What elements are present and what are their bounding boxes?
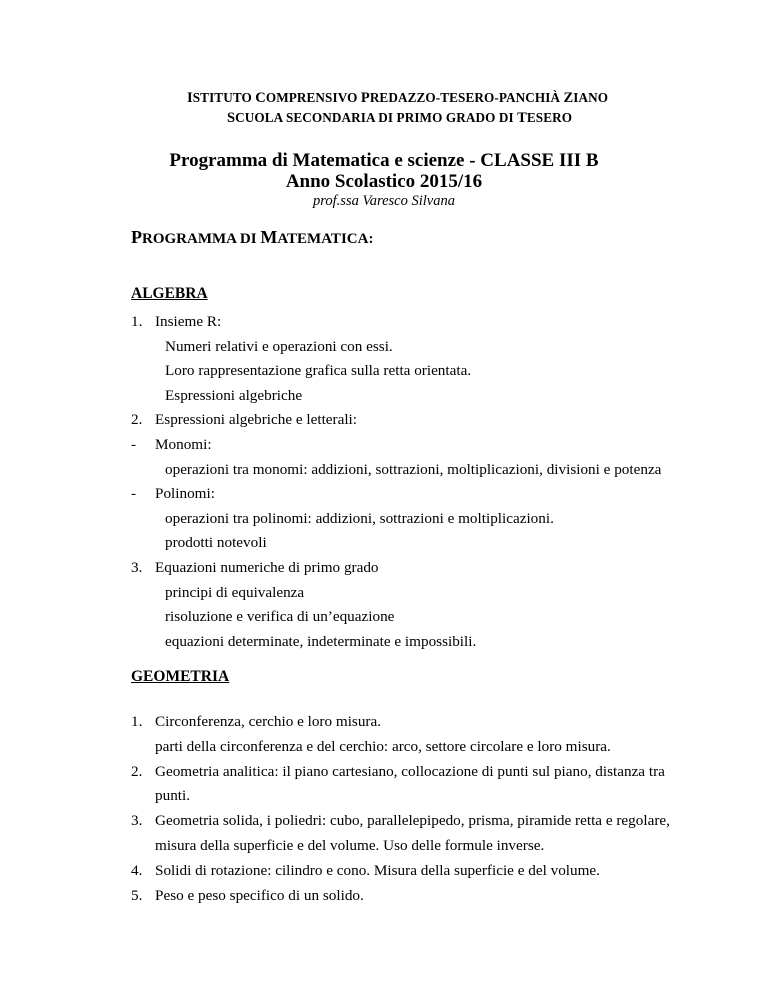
sc-word [517,110,572,125]
list-item-text: Espressioni algebriche e letterali: [155,411,357,429]
list-subitem: operazioni tra polinomi: addizioni, sottrazioni e moltiplicazioni. [165,509,554,527]
list-number: 1. [131,313,143,330]
list-number: 1. [131,713,143,730]
sc-cap: T [517,110,527,126]
sc-cap: Z [563,90,574,106]
list-bullet: - [131,436,137,453]
sc-cap: I [187,90,193,106]
page-title: Programma di Matematica e scienze - CLASSE III B [169,150,599,171]
list-subitem: risoluzione e verifica di un’equazione [165,608,395,626]
sc-rest: OMPRENSIVO [265,90,358,105]
sc-cap: S [227,110,236,126]
list-bullet: - [131,485,137,503]
sc-word [255,90,357,105]
list-item-text: Polinomi: [155,485,215,503]
list-item-continuation: parti della circonferenza e del cerchio: arco, settore circolare e loro misura. [155,737,611,755]
list-subitem: operazioni tra monomi: addizioni, sottrazioni, moltiplicazioni, divisioni e potenza [165,460,662,478]
section-title-cap: P [131,227,142,247]
list-item-text: Solidi di rotazione: cilindro e cono. Misura della superficie e del volume. [155,861,600,879]
section-title: PROGRAMMA DI MATEMATICA: [131,227,374,247]
list-number: 2. [131,411,143,429]
list-number: 5. [131,886,143,904]
sc-word [227,110,514,125]
school-year: Anno Scolastico 2015/16 [285,171,483,192]
list-subitem: prodotti notevoli [165,534,267,552]
sc-rest: REDAZZO-TESERO-PANCHIÀ [369,90,561,105]
list-number: 4. [131,861,143,879]
teacher-name: prof.ssa Varesco Silvana [313,193,455,209]
list-subitem: Espressioni algebriche [165,386,303,404]
list-item-text: Geometria solida, i poliedri: cubo, parallelepipedo, prisma, piramide retta e regolare, [155,812,670,830]
list-number: 2. [131,762,143,780]
sc-rest: CUOLA SECONDARIA DI PRIMO GRADO DI [235,110,514,125]
school-name-line2 [227,110,572,127]
sc-rest: STITUTO [192,90,252,105]
sc-cap: P [360,90,370,106]
list-subitem: Loro rappresentazione grafica sulla retta orientata. [165,362,472,380]
sc-word [187,90,252,105]
sc-rest: ESERO [526,110,573,125]
section-title-cap: M [260,227,278,247]
list-number: 3. [131,812,143,830]
list-item-text: Equazioni numeriche di primo grado [155,559,379,576]
list-item-continuation: punti. [155,787,191,805]
list-subitem: equazioni determinate, indeterminate e impossibili. [165,632,477,650]
sc-word [563,90,608,105]
list-subitem: principi di equivalenza [165,583,305,601]
list-item-text: Insieme R: [155,313,222,330]
school-name-line1 [187,90,608,107]
sc-rest: IANO [573,90,609,105]
list-item-text: Peso e peso specifico di un solido. [155,886,364,904]
list-number: 3. [131,559,143,576]
list-item-text: Geometria analitica: il piano cartesiano, collocazione di punti sul piano, distanza tra [155,762,665,780]
algebra-heading: ALGEBRA [131,285,208,302]
geometria-heading: GEOMETRIA [131,668,230,685]
sc-cap: C [255,90,266,106]
list-subitem: Numeri relativi e operazioni con essi. [165,337,393,355]
list-item-text: Circonferenza, cerchio e loro misura. [155,713,382,730]
sc-word [361,90,560,105]
list-item-continuation: misura della superficie e del volume. Uso delle formule inverse. [155,837,545,854]
list-item-text: Monomi: [155,436,212,453]
